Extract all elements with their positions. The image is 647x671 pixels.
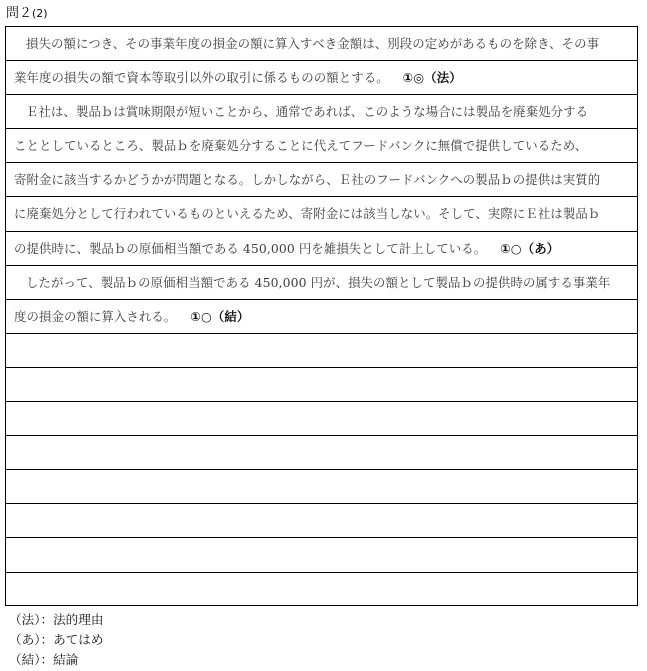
answer-line-text: の提供時に、製品ｂの原価相当額である 450,000 円を雑損失として計上している。 <box>14 240 487 256</box>
answer-line <box>6 61 637 95</box>
answer-line <box>6 573 637 607</box>
legend-item: （法）：法的理由 <box>9 612 104 627</box>
answer-line <box>6 538 637 572</box>
answer-line-text: 損失の額につき、その事業年度の損金の額に算入すべき金額は、別段の定めがあるものを除き、その事 <box>26 36 600 51</box>
answer-line-text: こととしているところ、製品ｂを廃棄処分することに代えてフードバンクに無償で提供しているため、 <box>14 138 588 154</box>
score-mark: ①◎（法） <box>402 70 462 86</box>
answer-line <box>6 27 637 61</box>
answer-sheet <box>5 26 638 606</box>
score-mark: ①○（あ） <box>500 240 560 256</box>
question-heading <box>6 5 48 23</box>
answer-line <box>6 504 637 538</box>
answer-line-text: に廃棄処分として行われているものといえるため、寄附金には該当しない。そして、実際にＥ社は製品ｂ <box>14 206 601 222</box>
answer-line <box>6 334 637 368</box>
answer-line-text: したがって、製品ｂの原価相当額である 450,000 円が、損失の額として製品ｂの提供時の属する事業年 <box>26 274 611 290</box>
question-subnumber: (2) <box>32 7 48 20</box>
answer-line <box>6 436 637 470</box>
answer-line-text: 度の損金の額に算入される。 <box>14 308 177 324</box>
question-number: 問２ <box>6 6 33 21</box>
answer-line <box>6 95 637 129</box>
answer-line <box>6 300 637 334</box>
legend-item: （あ）：あてはめ <box>9 632 104 647</box>
answer-line <box>6 129 637 163</box>
answer-line <box>6 470 637 504</box>
legend-item: （結）：結論 <box>9 652 79 667</box>
answer-line-text: Ｅ社は、製品ｂは賞味期限が短いことから、通常であれば、このような場合には製品を廃棄処分する <box>26 104 589 120</box>
score-mark: ①○（結） <box>190 308 250 324</box>
answer-line <box>6 402 637 436</box>
answer-line <box>6 197 637 231</box>
answer-line <box>6 266 637 300</box>
answer-line <box>6 232 637 266</box>
legend <box>9 610 103 670</box>
answer-line-text: 業年度の損失の額で資本等取引以外の取引に係るものの額とする。 <box>14 70 389 86</box>
answer-line-text: 寄附金に該当するかどうかが問題となる。しかしながら、Ｅ社のフードバンクへの製品ｂの提供は実質的 <box>14 172 601 188</box>
answer-line <box>6 163 637 197</box>
answer-line <box>6 368 637 402</box>
